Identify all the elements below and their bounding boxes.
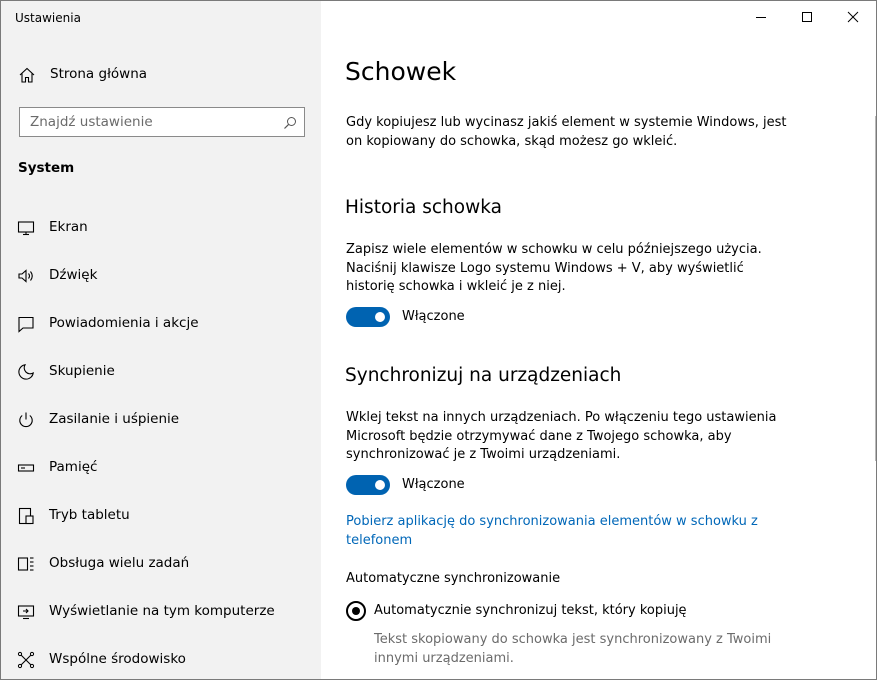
- sidebar-item-label: Wyświetlanie na tym komputerze: [49, 603, 275, 619]
- app-title: Ustawienia: [15, 11, 81, 25]
- toggle-knob: [375, 312, 385, 322]
- intro-text: Gdy kopiujesz lub wycinasz jakiś element w systemie Windows, jest on kopiowany do schowka, skąd możesz go wkleić.: [346, 115, 787, 149]
- sidebar-item-label: Pamięć: [49, 459, 98, 475]
- nav-list: [1, 205, 321, 680]
- sidebar-item-sound[interactable]: [1, 253, 321, 301]
- storage-icon: [17, 459, 35, 477]
- auto-sync-label: Automatyczne synchronizowanie: [346, 571, 561, 586]
- sidebar-item-label: Ekran: [49, 219, 88, 235]
- power-icon: [17, 411, 35, 429]
- sidebar-item-label: Zasilanie i uśpienie: [49, 411, 180, 427]
- notification-icon: [17, 315, 35, 333]
- sidebar-item-power[interactable]: [1, 397, 321, 445]
- sidebar-item-label: Skupienie: [49, 363, 115, 379]
- page-title: Schowek: [345, 57, 457, 86]
- sidebar: [1, 1, 321, 680]
- sidebar-item-shared-experiences[interactable]: [1, 637, 321, 680]
- auto-sync-radio[interactable]: [346, 601, 366, 621]
- display-icon: [17, 219, 35, 237]
- tablet-icon: [17, 507, 35, 525]
- sidebar-item-projecting[interactable]: [1, 589, 321, 637]
- sync-toggle-label: Włączone: [402, 477, 465, 492]
- radio-dot: [352, 607, 360, 615]
- sync-toggle[interactable]: [346, 475, 390, 495]
- history-heading: Historia schowka: [345, 197, 502, 218]
- history-toggle[interactable]: [346, 307, 390, 327]
- shared-experiences-icon: [17, 651, 35, 669]
- search-box[interactable]: [19, 107, 305, 137]
- sidebar-item-label: Strona główna: [50, 66, 148, 82]
- sidebar-item-home[interactable]: [1, 59, 321, 91]
- moon-icon: [17, 363, 35, 381]
- sidebar-item-label: Dźwięk: [49, 267, 98, 283]
- toggle-knob: [375, 480, 385, 490]
- main-content: [322, 1, 877, 680]
- sync-heading: Synchronizuj na urządzeniach: [345, 365, 622, 386]
- sidebar-item-tablet-mode[interactable]: [1, 493, 321, 541]
- phone-app-link[interactable]: Pobierz aplikację do synchronizowania elementów w schowku z telefonem: [346, 514, 758, 548]
- sidebar-item-focus[interactable]: [1, 349, 321, 397]
- multitasking-icon: [17, 555, 35, 573]
- sidebar-item-display[interactable]: [1, 205, 321, 253]
- sidebar-item-label: Tryb tabletu: [49, 507, 130, 523]
- search-input[interactable]: [20, 108, 270, 136]
- sidebar-item-label: Obsługa wielu zadań: [49, 555, 190, 571]
- history-description: Zapisz wiele elementów w schowku w celu późniejszego użycia. Naciśnij klawisze Logo systemu Windows + V, aby wyświetlić historię schowka i wkleić je z niej.: [346, 242, 762, 294]
- speaker-icon: [17, 267, 35, 285]
- sync-description: Wklej tekst na innych urządzeniach. Po włączeniu tego ustawienia Microsoft będzie otrzymywać dane z Twojego schowka, aby synchronizować je z Twoimi urządzeniami.: [346, 410, 777, 462]
- sidebar-item-notifications[interactable]: [1, 301, 321, 349]
- home-icon: [18, 67, 36, 83]
- auto-sync-radio-label[interactable]: Automatycznie synchronizuj tekst, który kopiuję: [374, 603, 687, 618]
- projecting-icon: [17, 603, 35, 621]
- section-label: System: [18, 160, 75, 176]
- sidebar-item-label: Wspólne środowisko: [49, 651, 186, 667]
- search-icon[interactable]: [283, 115, 297, 129]
- auto-sync-radio-description: Tekst skopiowany do schowka jest synchronizowany z Twoimi innymi urządzeniami.: [374, 632, 772, 666]
- history-toggle-label: Włączone: [402, 309, 465, 324]
- sidebar-item-storage[interactable]: [1, 445, 321, 493]
- sidebar-item-multitasking[interactable]: [1, 541, 321, 589]
- sidebar-item-label: Powiadomienia i akcje: [49, 315, 199, 331]
